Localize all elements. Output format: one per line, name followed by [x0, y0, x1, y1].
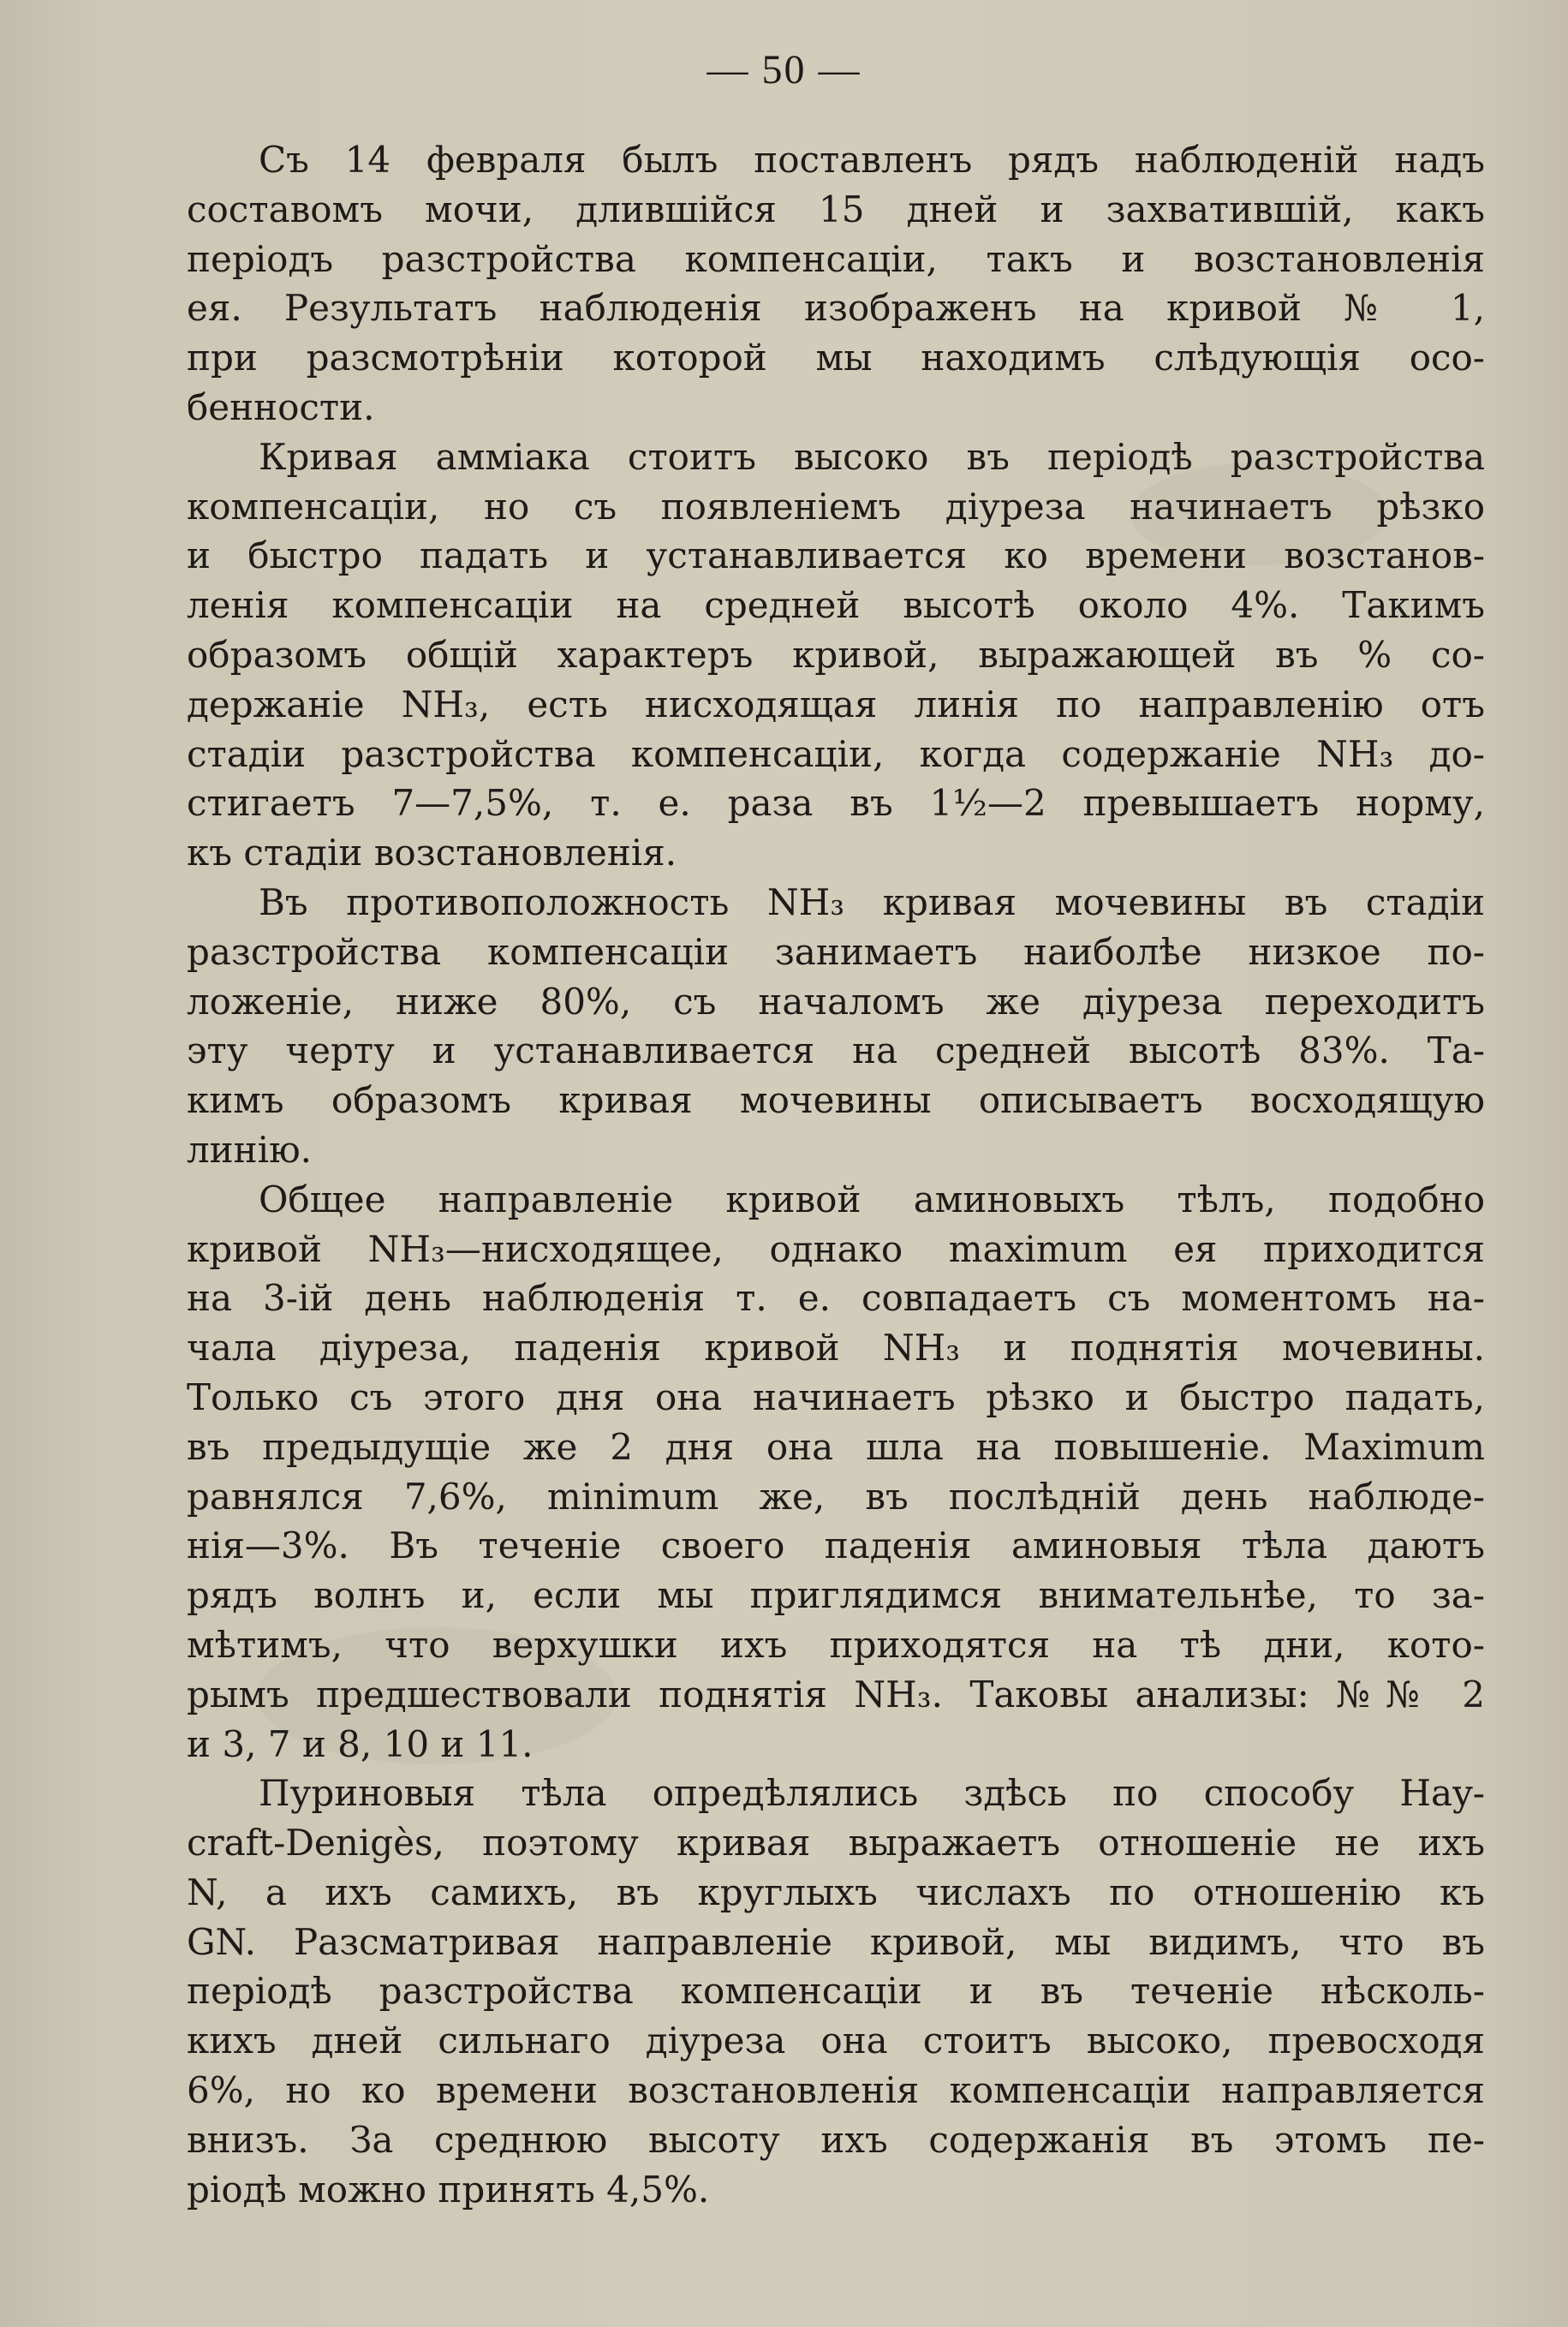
text-line: при разсмотрѣніи которой мы находимъ слѣдующія осо- — [187, 337, 1485, 379]
text-line: ріодѣ можно принять 4,5%. — [187, 2168, 710, 2211]
text-line: въ предыдущіе же 2 дня она шла на повышеніе. Maximum — [187, 1425, 1485, 1468]
page-number: — 50 — — [706, 47, 862, 92]
text-line: N, а ихъ самихъ, въ круглыхъ числахъ по отношенію къ — [187, 1871, 1485, 1913]
text-line: чала діуреза, паденія кривой NH₃ и поднятія мочевины. — [187, 1327, 1485, 1369]
text-line: внизъ. За среднюю высоту ихъ содержанія въ этомъ пе- — [187, 2118, 1485, 2161]
text-line: Съ 14 февраля былъ поставленъ рядъ наблюденій надъ — [259, 139, 1485, 181]
text-line: кривой NH₃—нисходящее, однако maximum ея приходится — [187, 1227, 1485, 1270]
text-line: и 3, 7 и 8, 10 и 11. — [187, 1722, 534, 1765]
text-line: періодѣ разстройства компенсаціи и въ теченіе нѣсколь- — [187, 1970, 1485, 2013]
text-line: рымъ предшествовали поднятія NH₃. Таковы анализы: №№ 2 — [187, 1673, 1485, 1715]
text-line: бенности. — [187, 385, 375, 428]
text-line: эту черту и устанавливается на средней высотѣ 83%. Та- — [187, 1029, 1485, 1072]
text-line: періодъ разстройства компенсаціи, такъ и возстановленія — [187, 237, 1485, 280]
text-line: стадіи разстройства компенсаціи, когда содержаніе NH₃ до- — [187, 732, 1485, 775]
text-line: компенсаціи, но съ появленіемъ діуреза начинаетъ рѣзко — [187, 485, 1485, 528]
text-line: 6%, но ко времени возстановленія компенсаціи направляется — [187, 2069, 1485, 2112]
text-line: равнялся 7,6%, minimum же, въ послѣдній день наблюде- — [187, 1475, 1485, 1518]
text-line: рядъ волнъ и, если мы приглядимся внимательнѣе, то за- — [187, 1574, 1485, 1617]
text-line: ложеніе, ниже 80%, съ началомъ же діуреза переходитъ — [187, 980, 1485, 1023]
text-line: Только съ этого дня она начинаетъ рѣзко и быстро падать, — [187, 1375, 1485, 1418]
text-line: мѣтимъ, что верхушки ихъ приходятся на тѣ дни, кото- — [187, 1623, 1485, 1666]
text-line: къ стадіи возстановленія. — [187, 832, 677, 874]
text-line: разстройства компенсаціи занимаетъ наиболѣе низкое по- — [187, 930, 1485, 973]
text-line: Общее направленіе кривой аминовыхъ тѣлъ, подобно — [259, 1178, 1485, 1220]
text-line: составомъ мочи, длившійся 15 дней и захватившій, какъ — [187, 188, 1485, 230]
text-line: держаніе NH₃, есть нисходящая линія по направленію отъ — [187, 683, 1485, 725]
text-line: GN. Разсматривая направленіе кривой, мы видимъ, что въ — [187, 1920, 1485, 1963]
text-line: ея. Результатъ наблюденія изображенъ на кривой № 1, — [187, 287, 1485, 330]
text-line: линію. — [187, 1128, 313, 1171]
text-line: ленія компенсаціи на средней высотѣ около 4%. Такимъ — [187, 584, 1485, 627]
text-line: и быстро падать и устанавливается ко времени возстанов- — [187, 534, 1485, 577]
text-line: Кривая амміака стоитъ высоко въ періодѣ разстройства — [259, 435, 1485, 478]
text-line: craft-Denigès, поэтому кривая выражаетъ отношеніе не ихъ — [187, 1822, 1485, 1865]
text-line: Въ противоположность NH₃ кривая мочевины въ стадіи — [259, 880, 1485, 923]
text-line: кимъ образомъ кривая мочевины описываетъ восходящую — [187, 1079, 1485, 1122]
body-text — [187, 135, 1485, 2214]
text-line: на 3-ій день наблюденія т. е. совпадаетъ съ моментомъ на- — [187, 1277, 1485, 1320]
text-line: кихъ дней сильнаго діуреза она стоитъ высоко, превосходя — [187, 2020, 1485, 2062]
text-line: Пуриновыя тѣла опредѣлялись здѣсь по способу Hay- — [259, 1772, 1485, 1815]
text-line: нія—3%. Въ теченіе своего паденія аминовыя тѣла даютъ — [187, 1524, 1485, 1567]
text-line: образомъ общій характеръ кривой, выражающей въ % со- — [187, 633, 1485, 676]
text-line: стигаетъ 7—7,5%, т. е. раза въ 1½—2 превышаетъ норму, — [187, 782, 1485, 825]
